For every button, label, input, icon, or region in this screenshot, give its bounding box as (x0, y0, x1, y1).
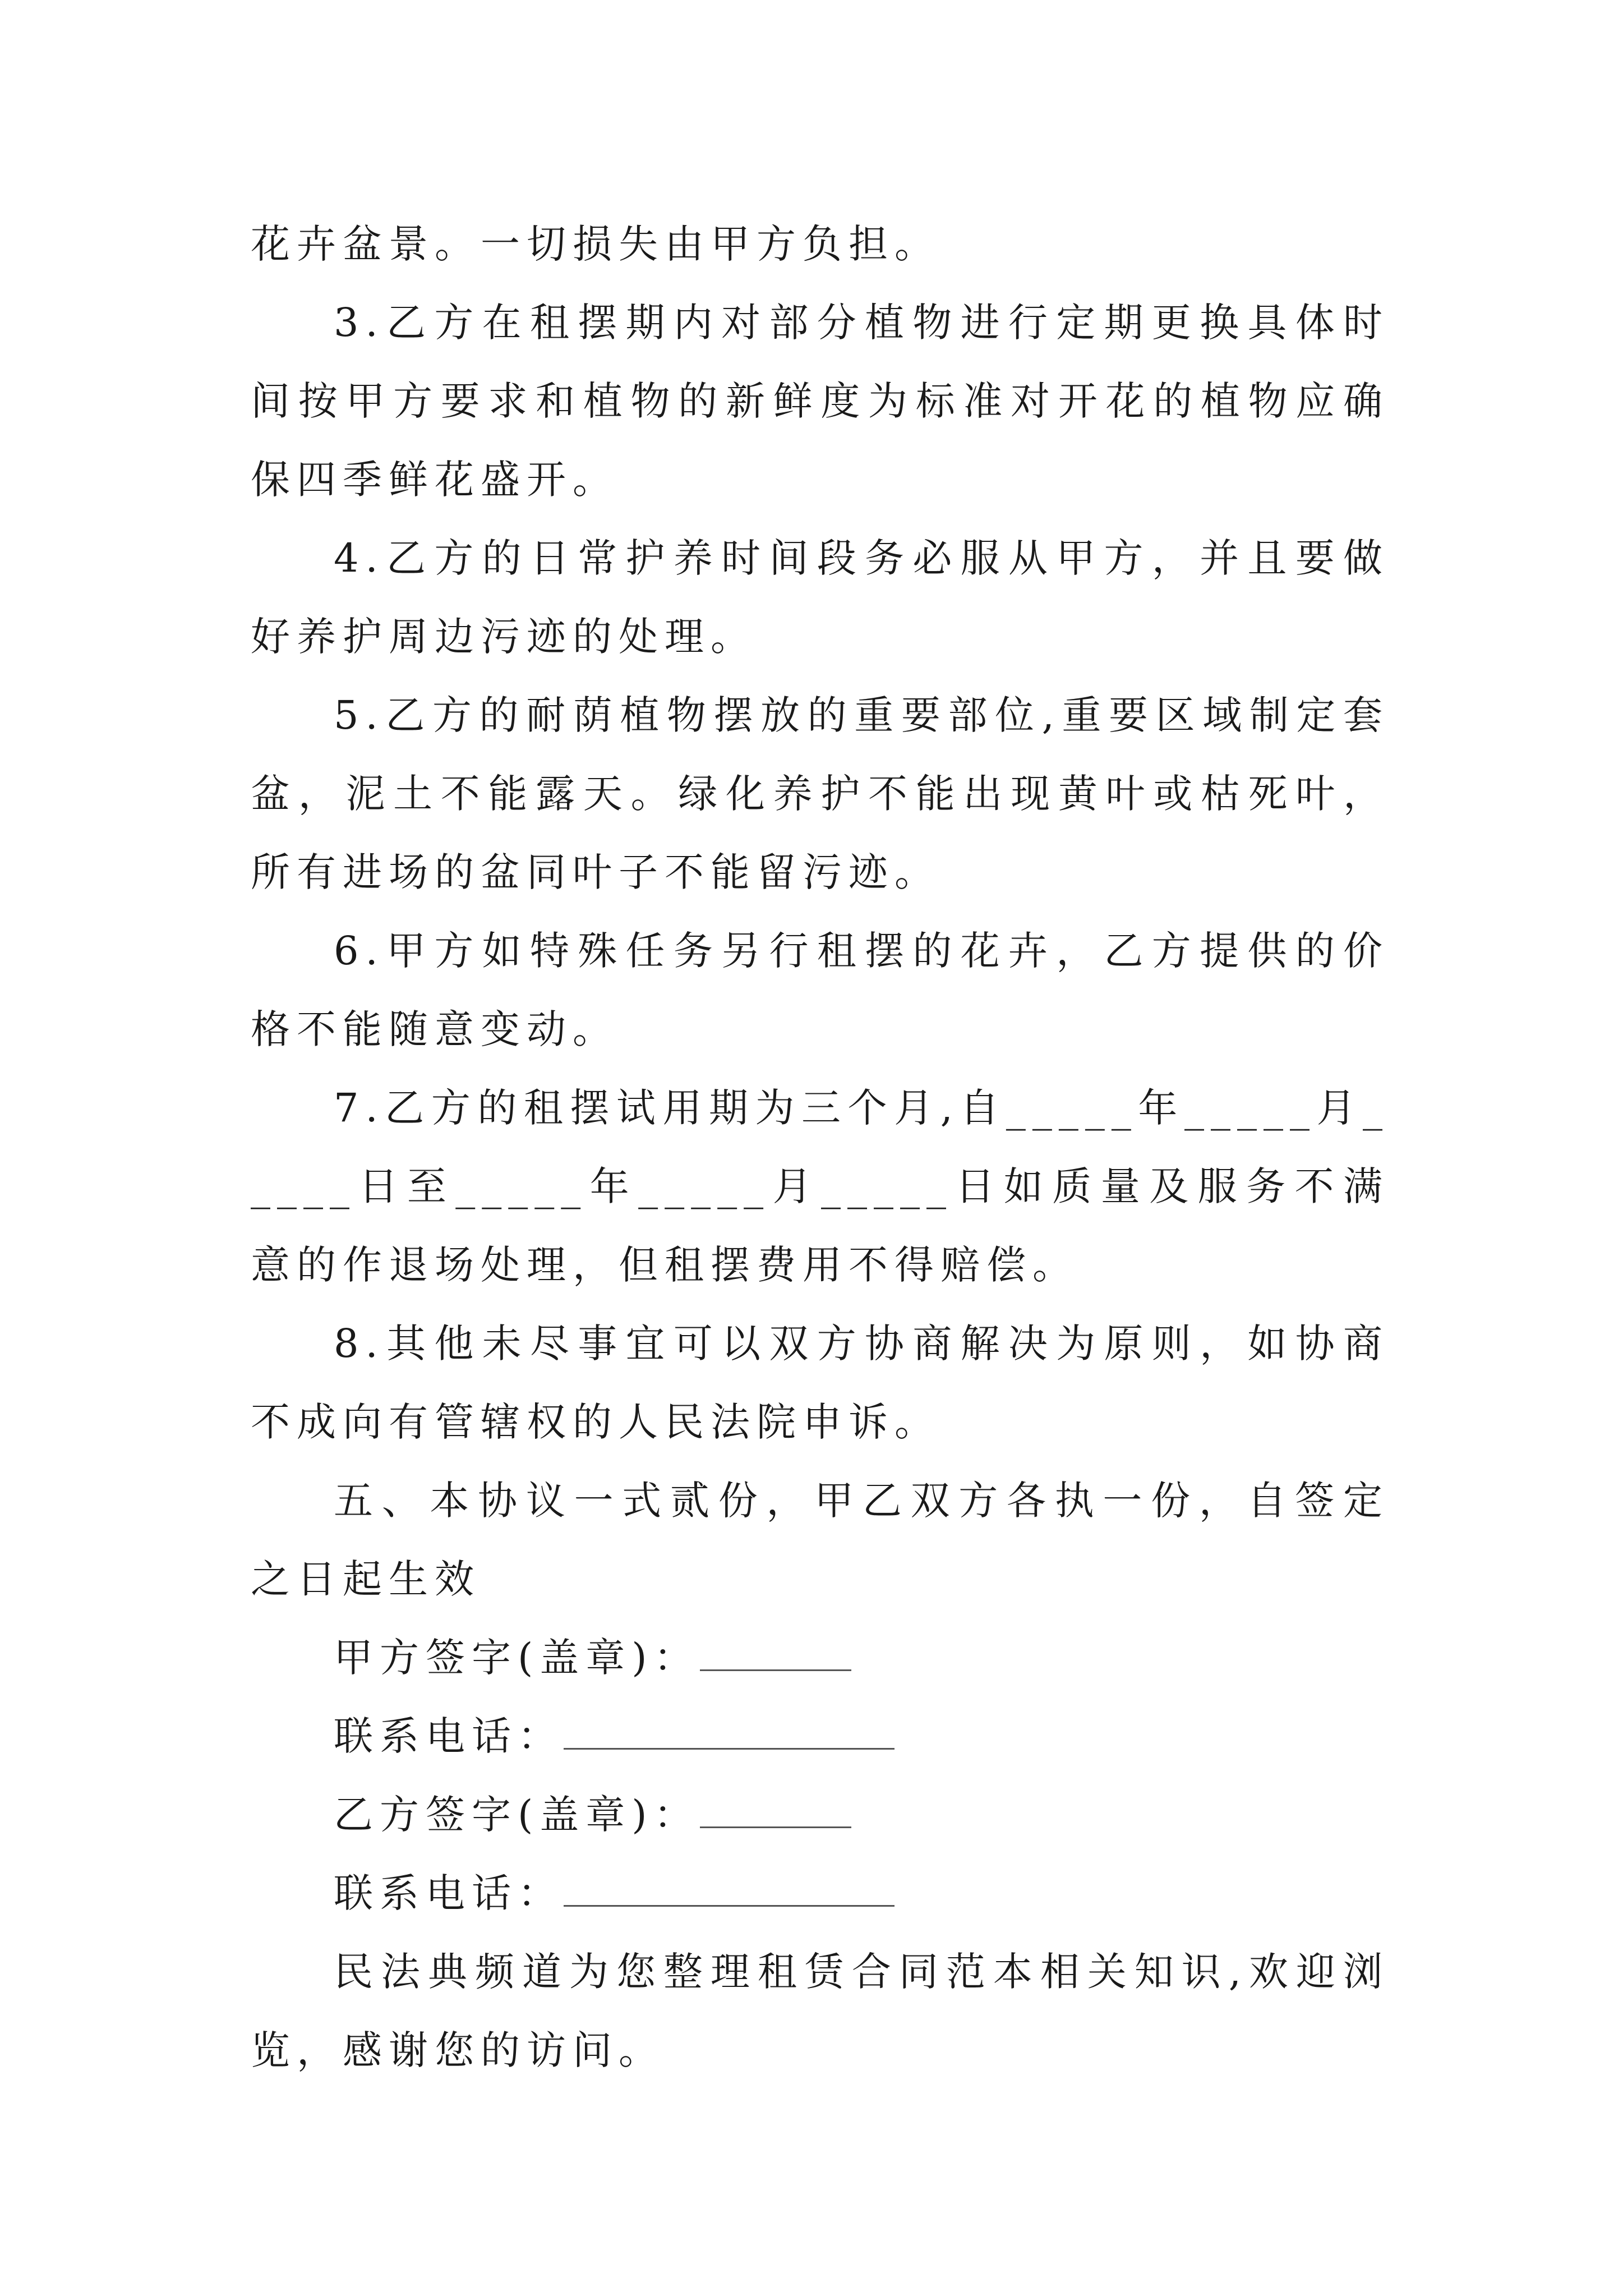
closing-paragraph: 民法典频道为您整理租赁合同范本相关知识,欢迎浏览，感谢您的访问。 (251, 1949, 1389, 2073)
party-b-signature-line (251, 1775, 1389, 1854)
party-a-signature-line (251, 1618, 1389, 1697)
paragraph-clause-6: 6.甲方如特殊任务另行租摆的花卉，乙方提供的价格不能随意变动。 (251, 928, 1389, 1052)
party-b-phone-line (251, 1854, 1389, 1932)
paragraph-clause-5: 5.乙方的耐荫植物摆放的重要部位,重要区域制定套盆，泥土不能露天。绿化养护不能出现黄叶或枯死叶，所有进场的盆同叶子不能留污迹。 (251, 692, 1389, 895)
document-body (251, 205, 1389, 2090)
party-b-signature-label: 乙方签字(盖章)： (334, 1792, 700, 1838)
party-a-phone-label: 联系电话： (334, 1713, 564, 1759)
party-a-signature-label: 甲方签字(盖章)： (334, 1635, 700, 1681)
party-b-signature-blank[interactable] (700, 1791, 851, 1828)
paragraph-section-5: 五、本协议一式贰份，甲乙双方各执一份，自签定之日起生效 (251, 1478, 1389, 1602)
paragraph-clause-3: 3.乙方在租摆期内对部分植物进行定期更换具体时间按甲方要求和植物的新鲜度为标准对开花的植物应确保四季鲜花盛开。 (251, 300, 1389, 503)
party-b-phone-label: 联系电话： (334, 1870, 564, 1916)
party-a-phone-line (251, 1697, 1389, 1775)
party-a-signature-blank[interactable] (700, 1634, 851, 1671)
paragraph-clause-7: 7.乙方的租摆试用期为三个月,自_____年_____月_____日至_____年_____月_____日如质量及服务不满意的作退场处理，但租摆费用不得赔偿。 (251, 1085, 1389, 1288)
party-a-phone-blank[interactable] (564, 1713, 895, 1750)
paragraph-clause-4: 4.乙方的日常护养时间段务必服从甲方，并且要做好养护周边污迹的处理。 (251, 535, 1389, 660)
paragraph-continued: 花卉盆景。一切损失由甲方负担。 (251, 221, 940, 267)
paragraph-clause-8: 8.其他未尽事宜可以双方协商解决为原则，如协商不成向有管辖权的人民法院申诉。 (251, 1320, 1389, 1445)
party-b-phone-blank[interactable] (564, 1870, 895, 1907)
